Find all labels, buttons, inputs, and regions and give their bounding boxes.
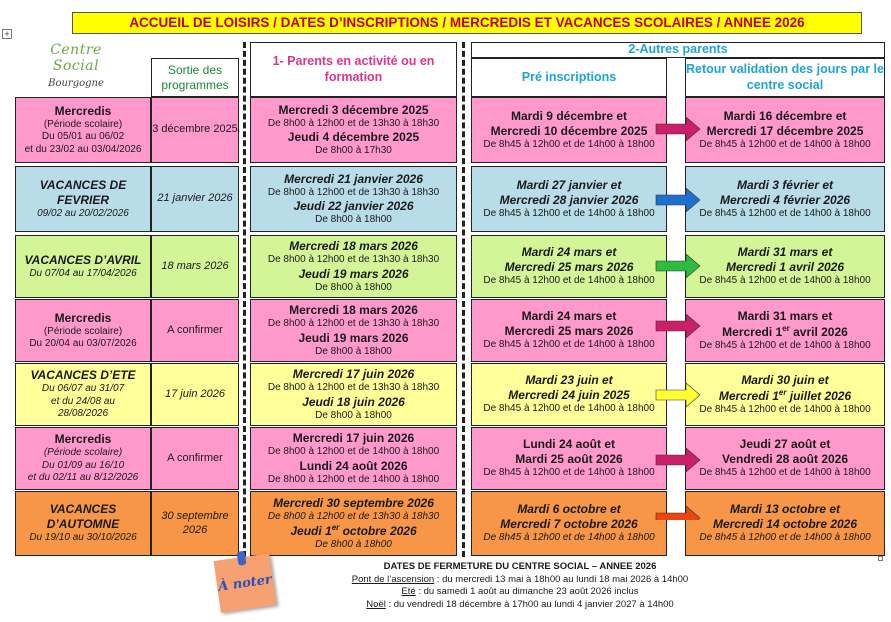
- period-title: D’AUTOMNE: [46, 517, 120, 532]
- sortie-date: 3 décembre 2025: [152, 123, 238, 136]
- parents-date2: Jeudi 4 décembre 2025: [287, 130, 420, 144]
- dashed-separator-right: [462, 42, 465, 557]
- arrow-right-icon: [656, 383, 700, 407]
- retour-date1: Mardi 3 février et: [736, 177, 834, 192]
- row-period-mercredis-1: [15, 97, 151, 163]
- row-sortie: [151, 166, 239, 232]
- period-title: FEVRIER: [56, 192, 109, 207]
- row-period-mercredis-2: [15, 299, 151, 362]
- row-sortie: [151, 97, 239, 163]
- retour-date2: Mercredi 4 février 2026: [719, 192, 851, 207]
- parents-hours1: De 8h00 à 12h00 et de 13h30 à 18h30: [267, 117, 440, 129]
- period-dates: Du 19/10 au 30/10/2026: [29, 532, 137, 544]
- page-title: ACCUEIL DE LOISIRS / DATES D’INSCRIPTIONS / MERCREDIS ET VACANCES SCOLAIRES / ANNEE 2026: [72, 12, 862, 34]
- retour-hours: De 8h45 à 12h00 et de 14h00 à 18h00: [699, 275, 871, 287]
- parents-date1: Mercredi 18 mars 2026: [289, 303, 418, 317]
- row-pre: [471, 235, 667, 298]
- pre-date2: Mercredi 7 octobre 2026: [500, 517, 638, 532]
- parents-hours2: De 8h00 à 17h30: [315, 145, 392, 156]
- retour-date2: Mercredi 1er avril 2026: [722, 323, 848, 339]
- parents-date1: Mercredi 30 septembre 2026: [273, 495, 434, 510]
- parents-hours1: De 8h00 à 12h00 et de 14h00 à 18h00: [267, 446, 440, 457]
- footer-line-noel: Noël : du vendredi 18 décembre à 17h00 au lundi 4 janvier 2027 à 14h00: [366, 598, 674, 610]
- retour-hours: De 8h45 à 12h00 et de 14h00 à 18h00: [699, 467, 871, 479]
- retour-date1: Mardi 31 mars et: [737, 308, 833, 323]
- retour-date1: Mardi 16 décembre et: [723, 108, 847, 123]
- sortie-date: 18 mars 2026: [161, 259, 229, 272]
- row-sortie: [151, 363, 239, 426]
- logo-line1: Centre Social: [50, 42, 102, 74]
- row-pre: [471, 363, 667, 426]
- sortie-date: 21 janvier 2026: [157, 192, 233, 205]
- parents-hours2: De 8h00 à 18h00: [315, 281, 392, 293]
- period-dates: Du 01/09 au 16/10: [41, 459, 125, 471]
- period-dates: et du 02/11 au 8/12/2026: [27, 472, 139, 484]
- row-pre: [471, 299, 667, 362]
- period-subtitle: (Période scolaire): [43, 118, 123, 130]
- arrow-right-icon: [656, 314, 700, 338]
- resize-handle-icon[interactable]: [878, 556, 883, 561]
- parents-date1: Mercredi 17 juin 2026: [292, 431, 415, 445]
- header-retour-validation: [685, 58, 885, 97]
- parents-date2: Jeudi 22 janvier 2026: [293, 199, 414, 213]
- period-dates: et du 24/08 au: [51, 395, 115, 407]
- row-parents: [250, 299, 457, 362]
- period-dates: Du 07/04 au 17/04/2026: [29, 267, 137, 279]
- header-pre-inscriptions: [471, 58, 667, 97]
- retour-date1: Mardi 31 mars et: [737, 245, 833, 260]
- pre-hours: De 8h45 à 12h00 et de 14h00 à 18h00: [483, 207, 655, 219]
- header-autres-parents: [471, 42, 885, 58]
- header-sortie-label: Sortie des programmes: [161, 62, 229, 92]
- parents-date1: Mercredi 3 décembre 2025: [278, 102, 429, 117]
- arrows-layer: [652, 115, 704, 520]
- retour-hours: De 8h45 à 12h00 et de 14h00 à 18h00: [699, 138, 871, 150]
- retour-date1: Mardi 30 juin et: [741, 372, 829, 387]
- row-retour: [685, 491, 885, 556]
- period-dates: 28/08/2026: [57, 408, 109, 420]
- parents-date2: Jeudi 19 mars 2026: [298, 330, 409, 345]
- period-title: VACANCES D’AVRIL: [24, 252, 142, 267]
- parents-hours1: De 8h00 à 12h00 et de 13h30 à 18h30: [267, 186, 440, 198]
- period-title: Mercredis: [54, 432, 112, 447]
- pre-date1: Mardi 9 décembre et: [510, 108, 628, 123]
- row-retour: [685, 299, 885, 362]
- pre-date1: Lundi 24 août et: [522, 437, 615, 452]
- row-retour: [685, 427, 885, 490]
- pre-date1: Mardi 24 mars et: [521, 309, 617, 324]
- header-autres-parents-label: 2-Autres parents: [628, 42, 728, 57]
- period-dates: Du 05/01 au 06/02: [41, 131, 125, 143]
- period-title: VACANCES DE: [39, 177, 127, 192]
- retour-hours: De 8h45 à 12h00 et de 14h00 à 18h00: [699, 532, 871, 544]
- parents-hours1: De 8h00 à 12h00 et de 13h30 à 18h30: [267, 510, 440, 522]
- pre-date1: Mardi 6 octobre et: [517, 502, 621, 517]
- period-dates: Du 06/07 au 31/07: [41, 383, 125, 395]
- row-retour: [685, 166, 885, 232]
- pre-date2: Mercredi 28 janvier 2026: [499, 192, 639, 207]
- row-parents: [250, 235, 457, 298]
- parents-date1: Mercredi 21 janvier 2026: [284, 171, 423, 186]
- period-title: VACANCES D’ETE: [30, 368, 136, 383]
- a-noter-sticky-note: [214, 553, 277, 612]
- row-retour: [685, 363, 885, 426]
- arrow-right-icon: [656, 188, 700, 212]
- parents-date2: Jeudi 1er octobre 2026: [290, 523, 417, 538]
- period-title: VACANCES: [49, 502, 117, 517]
- row-period-mercredis-3: [15, 427, 151, 490]
- centre-social-logo: [30, 42, 122, 92]
- row-parents: [250, 427, 457, 490]
- pre-hours: De 8h45 à 12h00 et de 14h00 à 18h00: [483, 467, 655, 479]
- retour-hours: De 8h45 à 12h00 et de 14h00 à 18h00: [699, 207, 871, 219]
- pre-date1: Mardi 23 juin et: [525, 373, 613, 388]
- period-title: Mercredis: [54, 310, 112, 325]
- arrow-right-icon: [656, 448, 700, 472]
- period-subtitle: (Période scolaire): [43, 447, 123, 459]
- row-period-avril: [15, 235, 151, 298]
- row-retour: [685, 97, 885, 163]
- retour-date2: Mercredi 14 octobre 2026: [712, 517, 858, 532]
- sortie-date: A confirmer: [167, 323, 223, 336]
- retour-hours: De 8h45 à 12h00 et de 14h00 à 18h00: [699, 339, 871, 351]
- row-sortie: [151, 235, 239, 298]
- arrow-right-icon: [656, 506, 700, 520]
- row-sortie: [151, 491, 239, 556]
- row-period-fevrier: [15, 166, 151, 232]
- row-parents: [250, 97, 457, 163]
- row-sortie: [151, 427, 239, 490]
- retour-hours: De 8h45 à 12h00 et de 14h00 à 18h00: [699, 403, 871, 415]
- dashed-separator-left: [243, 42, 246, 557]
- pre-hours: De 8h45 à 12h00 et de 14h00 à 18h00: [483, 532, 655, 544]
- retour-date1: Jeudi 27 août et: [739, 437, 831, 452]
- period-dates: Du 20/04 au 03/07/2026: [29, 338, 137, 349]
- pre-hours: De 8h45 à 12h00 et de 14h00 à 18h00: [483, 138, 655, 150]
- period-title: Mercredis: [54, 103, 112, 118]
- retour-date2: Mercredi 1 avril 2026: [725, 260, 845, 275]
- header-parents-activite-label: 1- Parents en activité ou en formation: [272, 53, 435, 84]
- footer-line-ete: Eté : du samedi 1 août au dimanche 23 août 2026 inclus: [401, 586, 639, 597]
- retour-date2: Mercredi 17 décembre 2025: [706, 123, 864, 138]
- header-pre-inscriptions-label: Pré inscriptions: [521, 69, 617, 84]
- parents-date1: Mercredi 17 juin 2026: [292, 367, 415, 381]
- parents-hours2: De 8h00 à 12h00 et de 14h00 à 18h00: [267, 473, 440, 485]
- arrow-right-icon: [656, 254, 700, 278]
- parents-hours2: De 8h00 à 18h00: [315, 539, 392, 550]
- row-pre: [471, 491, 667, 556]
- row-parents: [250, 491, 457, 556]
- header-sortie: [151, 58, 239, 97]
- footer-title: DATES DE FERMETURE DU CENTRE SOCIAL – ANNEE 2026: [383, 561, 657, 572]
- pre-date1: Mardi 27 janvier et: [516, 177, 622, 192]
- period-dates: 09/02 au 20/02/2026: [37, 207, 129, 219]
- a-noter-label: À noter: [217, 571, 273, 595]
- pre-hours: De 8h45 à 12h00 et de 14h00 à 18h00: [483, 275, 655, 287]
- pre-date2: Mercredi 25 mars 2026: [504, 260, 634, 275]
- sortie-date: A confirmer: [167, 451, 223, 464]
- row-period-ete: [15, 363, 151, 426]
- retour-date1: Mardi 13 octobre et: [729, 502, 841, 517]
- closing-dates-footer: [280, 561, 760, 611]
- pre-hours: De 8h45 à 12h00 et de 14h00 à 18h00: [483, 339, 655, 351]
- parents-hours1: De 8h00 à 12h00 et de 13h30 à 18h30: [267, 254, 440, 265]
- sortie-date: 17 juin 2026: [165, 387, 225, 400]
- pre-date2: Mercredi 24 juin 2025: [508, 388, 630, 403]
- row-pre: [471, 166, 667, 232]
- move-handle-icon[interactable]: +: [2, 29, 12, 39]
- parents-hours2: De 8h00 à 18h00: [315, 345, 392, 357]
- pre-date2: Mercredi 25 mars 2026: [504, 324, 634, 339]
- parents-hours1: De 8h00 à 12h00 et de 13h30 à 18h30: [267, 318, 440, 329]
- footer-line-ascension: Pont de l’ascension : du mercredi 13 mai à 18h00 au lundi 18 mai 2026 à 14h00: [351, 573, 689, 585]
- row-parents: [250, 363, 457, 426]
- arrow-right-icon: [656, 117, 700, 141]
- row-pre: [471, 427, 667, 490]
- retour-date2: Vendredi 28 août 2026: [721, 452, 849, 467]
- header-parents-activite: [250, 42, 457, 97]
- parents-date2: Jeudi 18 juin 2026: [302, 394, 405, 409]
- row-period-automne: [15, 491, 151, 556]
- parents-date1: Mercredi 18 mars 2026: [289, 239, 418, 253]
- pre-hours: De 8h45 à 12h00 et de 14h00 à 18h00: [483, 403, 655, 415]
- logo-line2: Bourgogne: [48, 78, 104, 89]
- header-retour-validation-label: Retour validation des jours par le centre social: [686, 61, 884, 92]
- row-pre: [471, 97, 667, 163]
- row-sortie: [151, 299, 239, 362]
- parents-hours2: De 8h00 à 18h00: [315, 214, 392, 225]
- row-parents: [250, 166, 457, 232]
- pre-date1: Mardi 24 mars et: [521, 245, 617, 260]
- parents-hours2: De 8h00 à 18h00: [315, 409, 392, 421]
- sortie-date: 30 septembre 2026: [161, 509, 229, 536]
- retour-date2: Mercredi 1er juillet 2026: [718, 387, 852, 403]
- parents-date2: Lundi 24 août 2026: [299, 458, 408, 473]
- parents-hours1: De 8h00 à 12h00 et de 13h30 à 18h30: [267, 382, 440, 393]
- period-subtitle: (Période scolaire): [43, 325, 123, 337]
- parents-date2: Jeudi 19 mars 2026: [298, 266, 409, 281]
- pre-date2: Mercredi 10 décembre 2025: [490, 123, 648, 138]
- row-retour: [685, 235, 885, 298]
- pre-date2: Mardi 25 août 2026: [515, 452, 623, 467]
- period-dates: et du 23/02 au 03/04/2026: [24, 143, 142, 155]
